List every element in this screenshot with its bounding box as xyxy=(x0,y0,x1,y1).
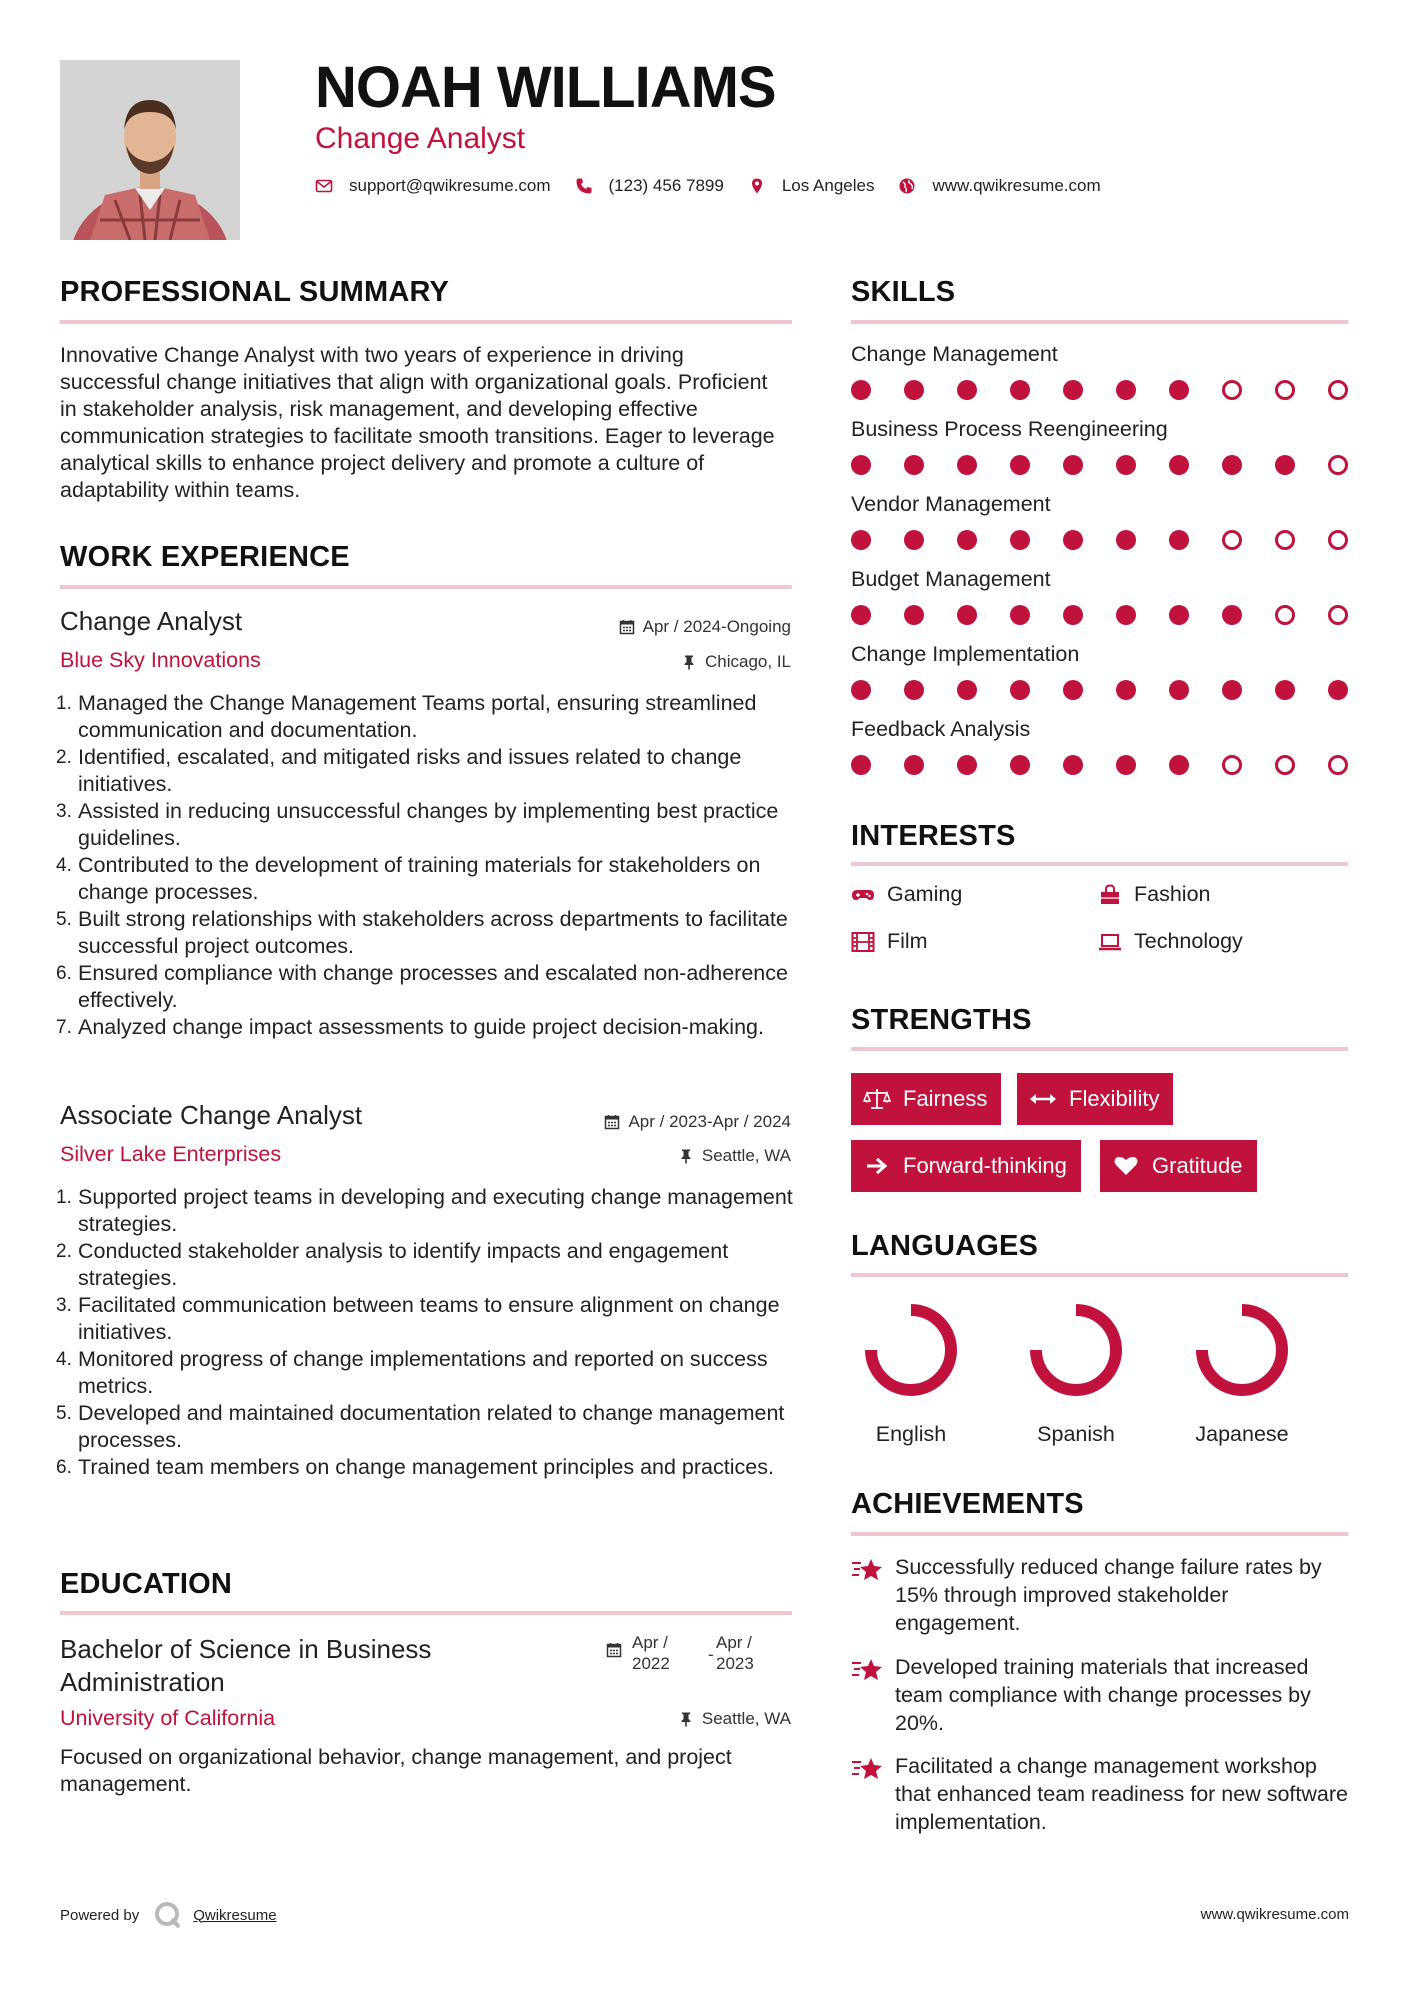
education-location-text: Seattle, WA xyxy=(701,1709,791,1728)
skill-dot-filled xyxy=(957,680,977,700)
education-start xyxy=(632,1632,670,1674)
strength-tag xyxy=(851,1073,1001,1125)
skill-dot-empty xyxy=(1328,455,1348,475)
envelope-icon xyxy=(315,177,333,195)
duty-item: Built strong relationships with stakeholders across departments to facilitate successful project outcomes. xyxy=(78,907,788,958)
globe-icon xyxy=(898,177,916,195)
skill-name: Change Management xyxy=(851,342,1058,366)
section-divider xyxy=(60,585,792,589)
arrow-right-icon xyxy=(863,1154,891,1178)
education-description: Focused on organizational behavior, change management, and project management. xyxy=(60,1745,732,1796)
education-end-year: 2023 xyxy=(716,1654,754,1673)
skill-name: Vendor Management xyxy=(851,492,1051,516)
skill-dot-filled xyxy=(1063,380,1083,400)
interest-label: Fashion xyxy=(1134,882,1211,906)
skill-name: Change Implementation xyxy=(851,642,1080,666)
skill-dot-empty xyxy=(1275,530,1295,550)
language-name: Spanish xyxy=(1037,1422,1115,1446)
section-title-education: EDUCATION xyxy=(60,1568,233,1600)
job-location xyxy=(678,1146,791,1166)
skill-dot-filled xyxy=(1010,380,1030,400)
skill-name: Feedback Analysis xyxy=(851,717,1031,741)
thumbtack-icon xyxy=(678,1711,694,1727)
job-dates xyxy=(619,617,791,637)
skill-dot-empty xyxy=(1328,755,1348,775)
company-name: Silver Lake Enterprises xyxy=(60,1142,282,1166)
job-title: Change Analyst xyxy=(60,606,243,636)
achievement-item xyxy=(851,1752,1351,1836)
skill-dot-filled xyxy=(904,680,924,700)
skill-dot-filled xyxy=(851,380,871,400)
phone-icon xyxy=(575,177,593,195)
candidate-name: NOAH WILLIAMS xyxy=(315,55,776,120)
film-icon xyxy=(851,931,875,953)
skill-dot-filled xyxy=(957,605,977,625)
skill-dot-filled xyxy=(1169,755,1189,775)
skill-dot-empty xyxy=(1328,530,1348,550)
section-divider xyxy=(60,1611,792,1615)
contact-phone[interactable] xyxy=(575,176,724,196)
brand-link[interactable]: Qwikresume xyxy=(193,1906,277,1924)
section-divider xyxy=(851,1047,1348,1051)
section-title-achievements: ACHIEVEMENTS xyxy=(851,1488,1084,1520)
website-text: www.qwikresume.com xyxy=(932,176,1101,195)
date-separator: - xyxy=(708,1645,714,1664)
language-item xyxy=(1001,1300,1151,1447)
interest-item xyxy=(1098,929,1243,954)
job-location xyxy=(681,652,791,672)
section-title-skills: SKILLS xyxy=(851,276,956,308)
contact-bar xyxy=(315,176,1125,196)
language-item xyxy=(836,1300,986,1447)
skill-dot-filled xyxy=(1063,680,1083,700)
skill-dot-filled xyxy=(851,680,871,700)
interest-label: Technology xyxy=(1134,929,1243,953)
thumbtack-icon xyxy=(681,654,697,670)
education-location xyxy=(678,1709,791,1729)
job-dates xyxy=(604,1112,791,1132)
company-name: Blue Sky Innovations xyxy=(60,648,261,672)
shooting-star-icon xyxy=(851,1752,895,1836)
degree-name: Bachelor of Science in Business Administration xyxy=(60,1634,432,1697)
skill-dot-filled xyxy=(1275,680,1295,700)
language-item xyxy=(1167,1300,1317,1447)
skill-dot-filled xyxy=(851,755,871,775)
skill-dot-filled xyxy=(904,455,924,475)
email-text: support@qwikresume.com xyxy=(349,176,551,195)
strength-tag xyxy=(851,1140,1081,1192)
skill-dot-filled xyxy=(1169,680,1189,700)
skill-dot-filled xyxy=(1275,455,1295,475)
footer-powered-by xyxy=(60,1900,277,1930)
thumbtack-icon xyxy=(678,1148,694,1164)
skill-dot-filled xyxy=(957,455,977,475)
skill-dot-empty xyxy=(1328,380,1348,400)
section-title-interests: INTERESTS xyxy=(851,820,1016,852)
duties-list xyxy=(60,1184,795,1481)
education-start-month: Apr / xyxy=(632,1633,668,1652)
skill-dot-filled xyxy=(957,380,977,400)
skill-dot-filled xyxy=(1169,455,1189,475)
duty-item: Contributed to the development of training materials for stakeholders on change processes. xyxy=(78,853,761,904)
job-dates-text: Apr / 2024-Ongoing xyxy=(642,617,791,636)
school-name: University of California xyxy=(60,1706,276,1730)
skill-rating xyxy=(851,755,1348,777)
job-location-text: Seattle, WA xyxy=(701,1146,791,1165)
duty-item: Assisted in reducing unsuccessful changes by implementing best practice guidelines. xyxy=(78,799,779,850)
skill-dot-filled xyxy=(1116,530,1136,550)
skill-rating xyxy=(851,455,1348,477)
duty-item: Developed and maintained documentation related to change management processes. xyxy=(78,1401,785,1452)
footer-url[interactable]: www.qwikresume.com xyxy=(1200,1906,1349,1923)
duty-item: Managed the Change Management Teams portal, ensuring streamlined communication and documentation. xyxy=(78,691,757,742)
skill-dot-filled xyxy=(1169,530,1189,550)
phone-text: (123) 456 7899 xyxy=(608,176,724,195)
candidate-title: Change Analyst xyxy=(315,122,526,155)
skill-dot-filled xyxy=(957,530,977,550)
language-proficiency-ring xyxy=(1026,1300,1126,1400)
job-title: Associate Change Analyst xyxy=(60,1100,363,1130)
strength-label: Gratitude xyxy=(1152,1153,1243,1178)
contact-location xyxy=(748,176,875,196)
education-end-month: Apr / xyxy=(716,1633,752,1652)
skill-dot-filled xyxy=(904,755,924,775)
contact-website[interactable] xyxy=(898,176,1100,196)
section-title-summary: PROFESSIONAL SUMMARY xyxy=(60,276,450,308)
skill-dot-empty xyxy=(1222,380,1242,400)
qwikresume-logo-icon xyxy=(153,1900,183,1930)
duties-list xyxy=(60,690,795,1041)
shooting-star-icon xyxy=(851,1653,895,1737)
section-divider xyxy=(851,1273,1348,1277)
calendar-icon xyxy=(604,1114,620,1130)
skill-dot-filled xyxy=(1169,605,1189,625)
skill-dot-empty xyxy=(1222,530,1242,550)
section-divider xyxy=(851,862,1348,866)
map-pin-icon xyxy=(748,177,766,195)
skill-dot-empty xyxy=(1275,755,1295,775)
section-divider xyxy=(851,1532,1348,1536)
interest-item xyxy=(851,929,928,954)
language-proficiency-ring xyxy=(861,1300,961,1400)
skill-dot-filled xyxy=(851,455,871,475)
strength-label: Forward-thinking xyxy=(903,1153,1067,1178)
skill-dot-filled xyxy=(1222,455,1242,475)
skill-rating xyxy=(851,680,1348,702)
laptop-icon xyxy=(1098,931,1122,953)
powered-by-label: Powered by xyxy=(60,1906,140,1924)
language-name: Japanese xyxy=(1195,1422,1289,1446)
gamepad-icon xyxy=(851,884,875,906)
duty-item: Conducted stakeholder analysis to identify impacts and engagement strategies. xyxy=(78,1239,729,1290)
duty-item: Analyzed change impact assessments to guide project decision-making. xyxy=(78,1015,764,1039)
shooting-star-icon xyxy=(851,1553,895,1637)
skill-dot-filled xyxy=(904,530,924,550)
skill-dot-filled xyxy=(1010,455,1030,475)
section-divider xyxy=(851,320,1348,324)
achievement-text: Developed training materials that increased team compliance with change processes by 20%. xyxy=(895,1655,1311,1735)
skill-dot-filled xyxy=(957,755,977,775)
job-dates-text: Apr / 2023-Apr / 2024 xyxy=(628,1112,791,1131)
skill-dot-filled xyxy=(1222,605,1242,625)
duty-item: Identified, escalated, and mitigated risks and issues related to change initiatives. xyxy=(78,745,742,796)
strength-tag xyxy=(1017,1073,1173,1125)
skill-dot-filled xyxy=(1116,680,1136,700)
profile-photo xyxy=(60,60,240,240)
duty-item: Ensured compliance with change processes and escalated non-adherence effectively. xyxy=(78,961,788,1012)
skill-rating xyxy=(851,605,1348,627)
skill-dot-filled xyxy=(851,605,871,625)
shopping-bag-icon xyxy=(1098,884,1122,906)
strength-tag xyxy=(1100,1140,1257,1192)
skill-dot-filled xyxy=(1169,380,1189,400)
section-title-strengths: STRENGTHS xyxy=(851,1004,1032,1036)
achievement-text: Successfully reduced change failure rates by 15% through improved stakeholder engagement. xyxy=(895,1555,1322,1635)
section-title-languages: LANGUAGES xyxy=(851,1230,1039,1262)
skill-dot-filled xyxy=(1063,455,1083,475)
skill-dot-empty xyxy=(1275,605,1295,625)
skill-dot-filled xyxy=(1010,680,1030,700)
skill-name: Business Process Reengineering xyxy=(851,417,1168,441)
interest-item xyxy=(851,882,962,907)
education-end xyxy=(716,1632,754,1674)
arrows-horizontal-icon xyxy=(1029,1087,1057,1111)
calendar-icon xyxy=(606,1642,622,1658)
duty-item: Facilitated communication between teams to ensure alignment on change initiatives. xyxy=(78,1293,780,1344)
skill-dot-filled xyxy=(1010,755,1030,775)
skill-rating xyxy=(851,530,1348,552)
interest-label: Film xyxy=(887,929,928,953)
section-divider xyxy=(60,320,792,324)
language-name: English xyxy=(875,1422,947,1446)
skill-dot-filled xyxy=(1063,530,1083,550)
duty-item: Trained team members on change management principles and practices. xyxy=(78,1455,774,1479)
skill-dot-empty xyxy=(1328,605,1348,625)
achievement-item xyxy=(851,1653,1351,1737)
skill-dot-filled xyxy=(1116,380,1136,400)
skill-dot-filled xyxy=(1116,605,1136,625)
skill-dot-filled xyxy=(1010,605,1030,625)
skill-dot-filled xyxy=(1116,455,1136,475)
location-text: Los Angeles xyxy=(781,176,875,195)
skill-dot-empty xyxy=(1275,380,1295,400)
education-start-year: 2022 xyxy=(632,1654,670,1673)
job-location-text: Chicago, IL xyxy=(705,652,791,671)
section-title-experience: WORK EXPERIENCE xyxy=(60,541,350,573)
achievement-item xyxy=(851,1553,1351,1637)
calendar-icon xyxy=(619,619,635,635)
achievement-text: Facilitated a change management workshop that enhanced team readiness for new software implementation. xyxy=(895,1754,1348,1834)
skill-dot-filled xyxy=(851,530,871,550)
skill-dot-filled xyxy=(1328,680,1348,700)
skill-dot-filled xyxy=(904,605,924,625)
skill-dot-filled xyxy=(1222,680,1242,700)
balance-scale-icon xyxy=(863,1087,891,1111)
skill-dot-filled xyxy=(1010,530,1030,550)
strength-label: Fairness xyxy=(903,1086,988,1111)
skill-dot-filled xyxy=(1063,605,1083,625)
duty-item: Monitored progress of change implementations and reported on success metrics. xyxy=(78,1347,768,1398)
skill-dot-filled xyxy=(904,380,924,400)
skill-dot-empty xyxy=(1222,755,1242,775)
strength-label: Flexibility xyxy=(1069,1086,1160,1111)
language-proficiency-ring xyxy=(1192,1300,1292,1400)
skill-dot-filled xyxy=(1116,755,1136,775)
duty-item: Supported project teams in developing and executing change management strategies. xyxy=(78,1185,793,1236)
summary-text: Innovative Change Analyst with two years of experience in driving successful change initiatives that align with organizational goals. Proficient in stakeholder analysis, risk management, and developing effective communication strategies to facilitate smooth transitions. Eager to leverage analytical skills to enhance project delivery and promote a culture of adaptability within teams. xyxy=(60,343,775,502)
skill-name: Budget Management xyxy=(851,567,1051,591)
interest-label: Gaming xyxy=(887,882,963,906)
interest-item xyxy=(1098,882,1211,907)
contact-email[interactable] xyxy=(315,176,551,196)
heart-icon xyxy=(1112,1154,1140,1178)
skill-dot-filled xyxy=(1063,755,1083,775)
skill-rating xyxy=(851,380,1348,402)
